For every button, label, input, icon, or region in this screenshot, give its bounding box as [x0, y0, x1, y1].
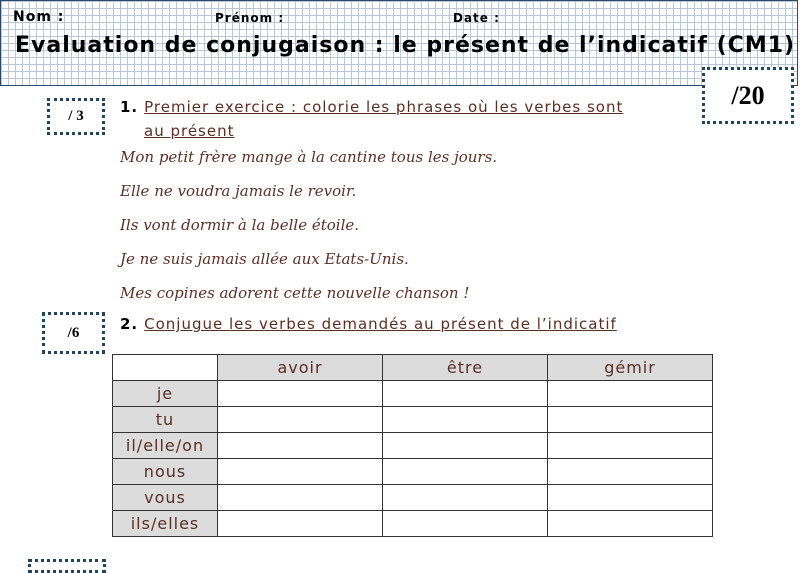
answer-cell[interactable] — [218, 433, 383, 459]
answer-cell[interactable] — [548, 459, 713, 485]
table-row — [113, 459, 713, 485]
exercise1-instruction-line2: au présent — [144, 122, 235, 140]
answer-cell[interactable] — [548, 407, 713, 433]
total-score: /20 — [731, 81, 765, 110]
header-banner — [0, 0, 798, 86]
answer-cell[interactable] — [383, 381, 548, 407]
answer-cell[interactable] — [383, 407, 548, 433]
pronoun-ils-elles: ils/elles — [113, 511, 218, 537]
verb-header-avoir: avoir — [218, 355, 383, 381]
answer-cell[interactable] — [218, 459, 383, 485]
nom-label: Nom : — [13, 9, 65, 25]
verb-header-gemir: gémir — [548, 355, 713, 381]
table-row — [113, 511, 713, 537]
page-title: Evaluation de conjugaison : le présent de l’indicatif (CM1) — [15, 33, 796, 58]
exercise2-instruction — [120, 312, 617, 336]
pronoun-je: je — [113, 381, 218, 407]
answer-cell[interactable] — [548, 381, 713, 407]
sentence-3[interactable]: Ils vont dormir à la belle étoile. — [120, 216, 360, 234]
sentence-4[interactable]: Je ne suis jamais allée aux Etats-Unis. — [120, 250, 409, 268]
prenom-label: Prénom : — [215, 11, 285, 25]
answer-cell[interactable] — [383, 485, 548, 511]
sentence-2[interactable]: Elle ne voudra jamais le revoir. — [120, 182, 357, 200]
conjugation-table — [112, 354, 713, 537]
table-row — [113, 407, 713, 433]
table-row — [113, 381, 713, 407]
verb-header-etre: être — [383, 355, 548, 381]
exercise2-instruction-text: Conjugue les verbes demandés au présent de l’indicatif — [144, 315, 617, 333]
exercise1-number: 1. — [120, 98, 139, 116]
pronoun-il-elle-on: il/elle/on — [113, 433, 218, 459]
table-row — [113, 485, 713, 511]
exercise3-score-box — [28, 559, 106, 573]
date-label: Date : — [453, 11, 500, 25]
exercise2-score-box — [42, 312, 105, 354]
pronoun-vous: vous — [113, 485, 218, 511]
answer-cell[interactable] — [218, 407, 383, 433]
sentence-1[interactable]: Mon petit frère mange à la cantine tous les jours. — [120, 148, 498, 166]
answer-cell[interactable] — [383, 459, 548, 485]
table-corner — [113, 355, 218, 381]
exercise1-instruction-line1: Premier exercice : colorie les phrases où les verbes sont — [144, 98, 624, 116]
answer-cell[interactable] — [218, 485, 383, 511]
pronoun-nous: nous — [113, 459, 218, 485]
exercise2-score: /6 — [67, 325, 80, 341]
answer-cell[interactable] — [548, 511, 713, 537]
exercise1-score: / 3 — [68, 108, 84, 124]
exercise1-instruction — [120, 95, 623, 143]
answer-cell[interactable] — [548, 433, 713, 459]
answer-cell[interactable] — [548, 485, 713, 511]
answer-cell[interactable] — [383, 433, 548, 459]
exercise1-score-box — [47, 98, 105, 135]
table-row — [113, 433, 713, 459]
total-score-box — [702, 67, 794, 124]
exercise2-number: 2. — [120, 315, 139, 333]
pronoun-tu: tu — [113, 407, 218, 433]
answer-cell[interactable] — [383, 511, 548, 537]
table-header-row — [113, 355, 713, 381]
answer-cell[interactable] — [218, 381, 383, 407]
answer-cell[interactable] — [218, 511, 383, 537]
sentence-5[interactable]: Mes copines adorent cette nouvelle chanson ! — [120, 284, 470, 302]
